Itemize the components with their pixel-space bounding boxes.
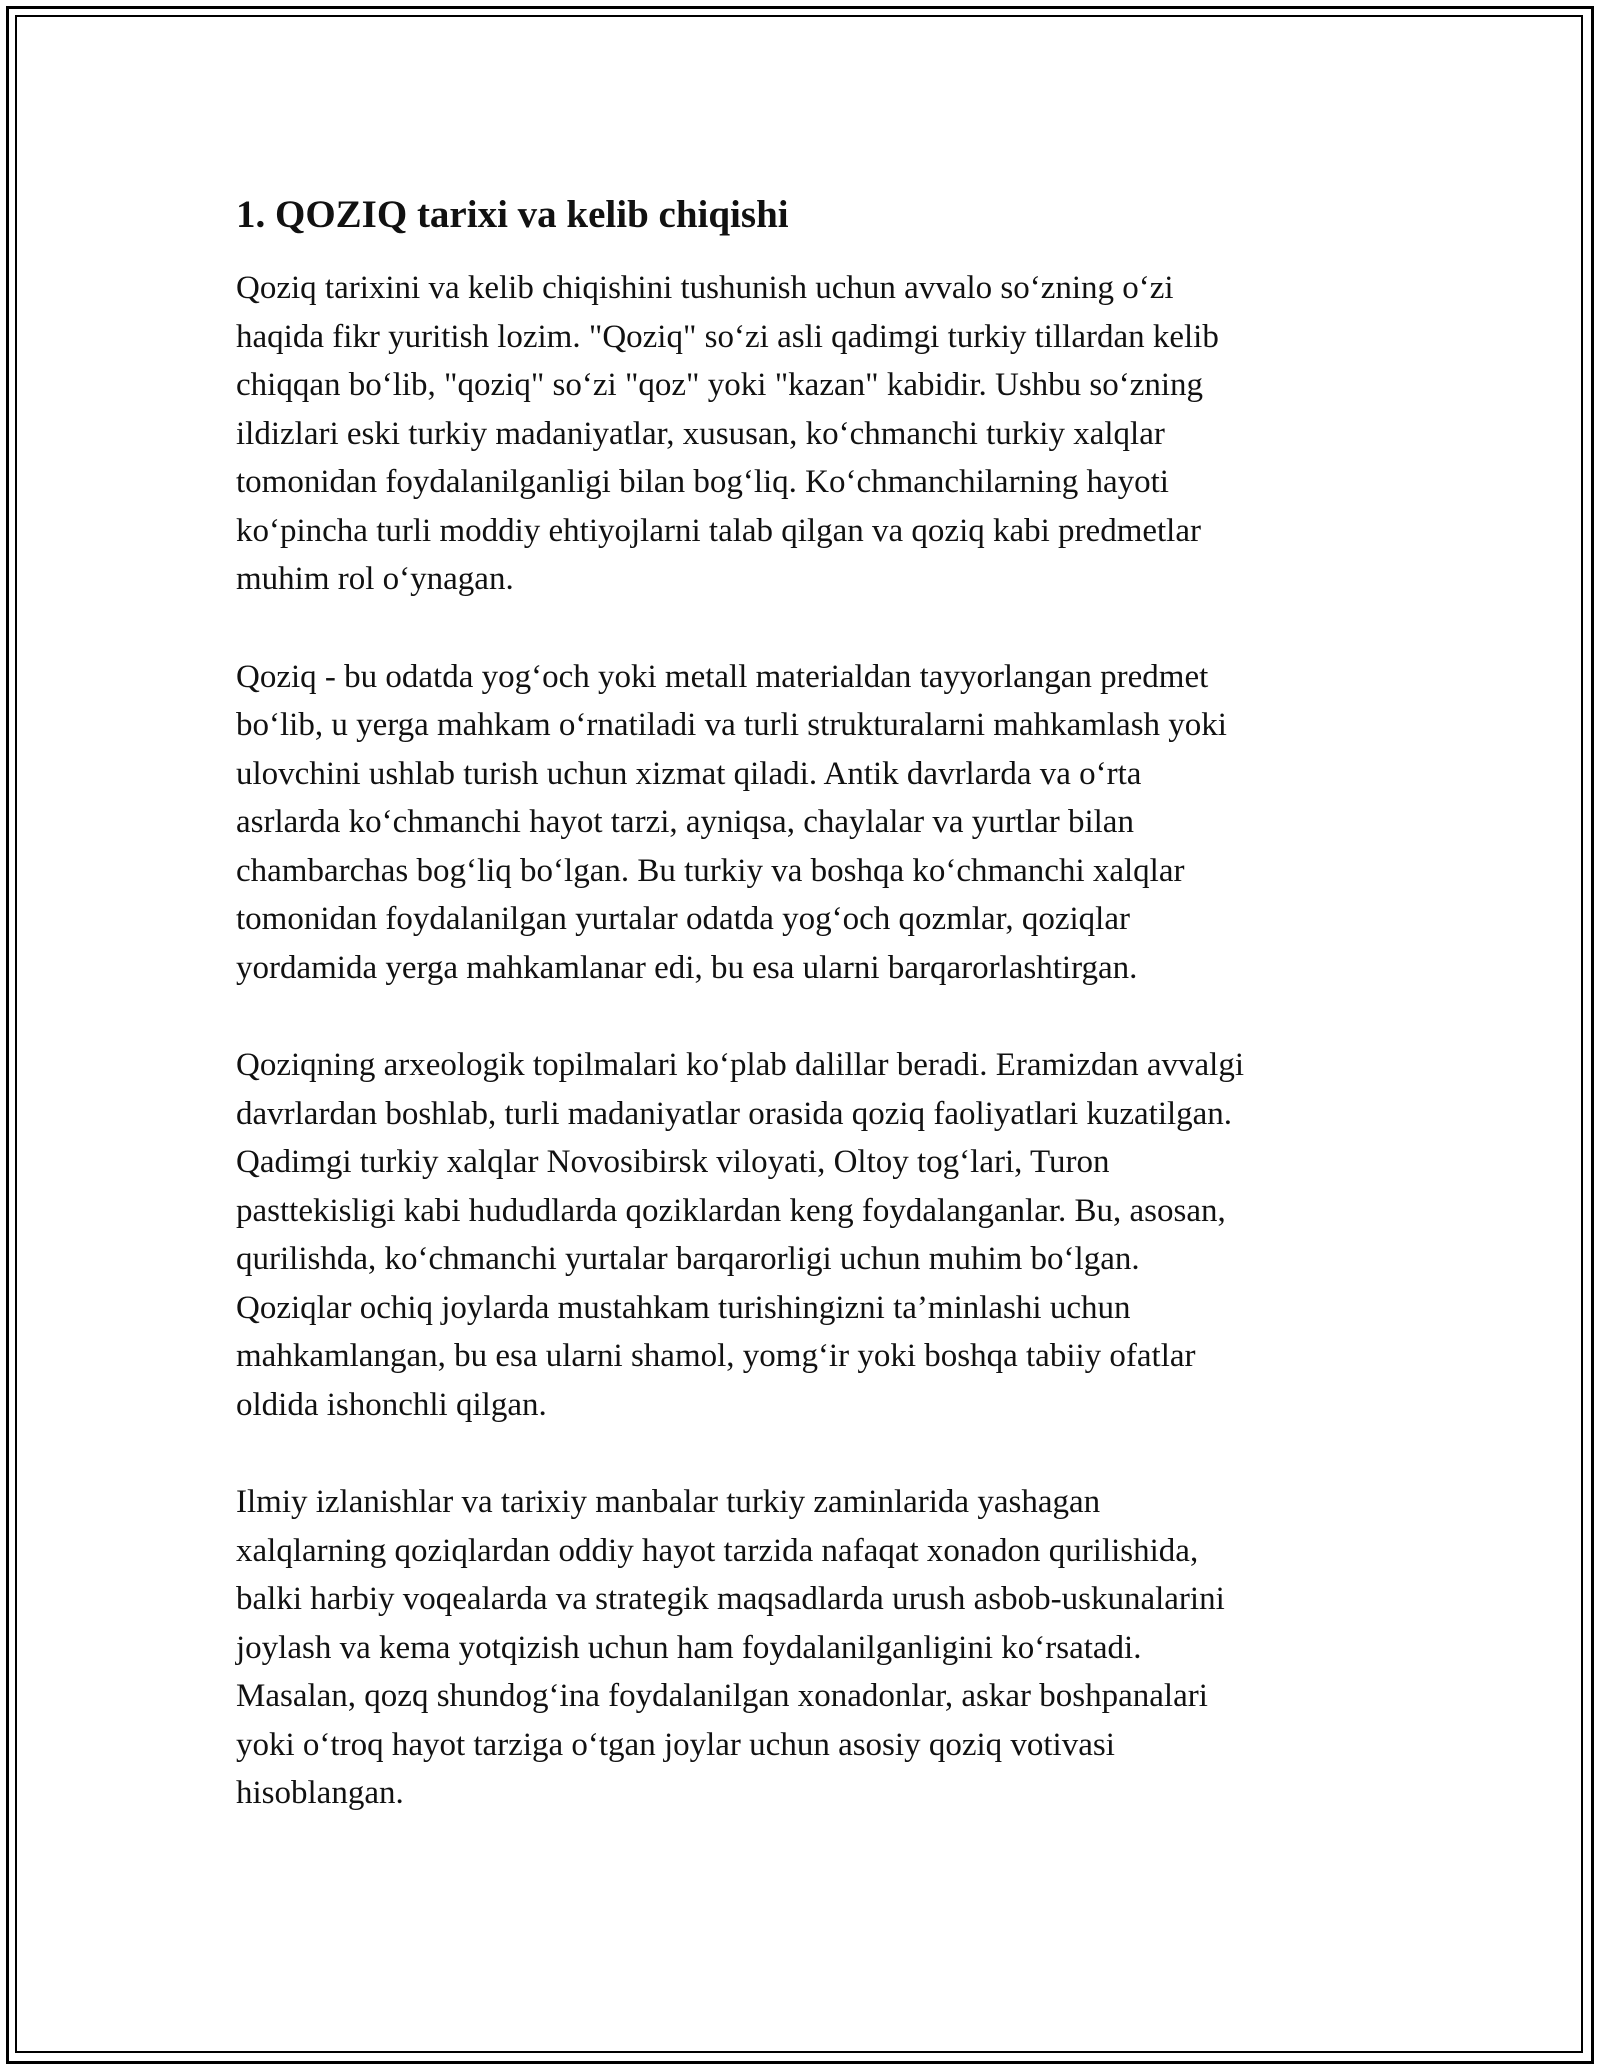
text-line: davrlardan boshlab, turli madaniyatlar orasida qoziq faoliyatlari kuzatilgan. [236,1095,1233,1132]
text-line: Qoziqlar ochiq joylarda mustahkam turishingizni ta’minlashi uchun [236,1289,1131,1326]
text-line: ulovchini ushlab turish uchun xizmat qiladi. Antik davrlarda va o‘rta [236,755,1142,792]
text-line: xalqlarning qoziqlardan oddiy hayot tarzida nafaqat xonadon qurilishida, [236,1532,1199,1569]
text-line: balki harbiy voqealarda va strategik maqsadlarda urush asbob-uskunalarini [236,1581,1225,1617]
paragraph-1 [236,264,1366,604]
text-line: Qoziqning arxeologik topilmalari ko‘plab dalillar beradi. Eramizdan avvalgi [236,1047,1244,1083]
text-line: yoki o‘troq hayot tarziga o‘tgan joylar uchun asosiy qoziq votivasi [236,1726,1115,1763]
text-line: muhim rol o‘ynagan. [236,561,514,597]
text-line: joylash va kema yotqizish uchun ham foydalanilganligini ko‘rsatadi. [236,1629,1142,1666]
text-line: asrlarda ko‘chmanchi hayot tarzi, ayniqsa, chaylalar va yurtlar bilan [236,804,1134,840]
text-line: Qadimgi turkiy xalqlar Novosibirsk viloyati, Oltoy tog‘lari, Turon [236,1144,1110,1180]
text-line: Ilmiy izlanishlar va tarixiy manbalar turkiy zaminlarida yashagan [236,1484,1101,1520]
text-line: mahkamlangan, bu esa ularni shamol, yomg‘ir yoki boshqa tabiiy ofatlar [236,1338,1196,1374]
text-line: qurilishda, ko‘chmanchi yurtalar barqarorligi uchun muhim bo‘lgan. [236,1241,1140,1277]
text-line: Qoziq - bu odatda yog‘och yoki metall materialdan tayyorlangan predmet [236,658,1209,695]
text-line: pasttekisligi kabi hududlarda qoziklardan keng foydalanganlar. Bu, asosan, [236,1192,1226,1229]
text-line: chiqqan bo‘lib, "qoziq" so‘zi "qoz" yoki "kazan" kabidir. Ushbu so‘zning [236,367,1204,403]
text-line: chambarchas bog‘liq bo‘lgan. Bu turkiy va boshqa ko‘chmanchi xalqlar [236,852,1185,889]
text-line: Qoziq tarixini va kelib chiqishini tushunish uchun avvalo so‘zning o‘zi [236,270,1174,306]
text-line: yordamida yerga mahkamlanar edi, bu esa ularni barqarorlashtirgan. [236,949,1138,986]
text-line: ildizlari eski turkiy madaniyatlar, xususan, ko‘chmanchi turkiy xalqlar [236,415,1165,452]
text-line: haqida fikr yuritish lozim. "Qoziq" so‘zi asli qadimgi turkiy tillardan kelib [236,318,1219,355]
text-line: Masalan, qozq shundog‘ina foydalanilgan xonadonlar, askar boshpanalari [236,1678,1208,1714]
text-line: tomonidan foydalanilgan yurtalar odatda yog‘och qozmlar, qoziqlar [236,901,1130,937]
paragraph-3 [236,1041,1366,1429]
document-body [236,186,1366,1867]
paragraph-2 [236,653,1366,993]
text-line: oldida ishonchli qilgan. [236,1386,547,1423]
text-line: ko‘pincha turli moddiy ehtiyojlarni talab qilgan va qoziq kabi predmetlar [236,512,1201,549]
text-line: hisoblangan. [236,1775,404,1811]
paragraph-4 [236,1478,1366,1818]
text-line: tomonidan foydalanilganligi bilan bog‘liq. Ko‘chmanchilarning hayoti [236,464,1169,500]
section-heading: 1. QOZIQ tarixi va kelib chiqishi [236,193,789,236]
text-line: bo‘lib, u yerga mahkam o‘rnatiladi va turli strukturalarni mahkamlash yoki [236,707,1227,743]
